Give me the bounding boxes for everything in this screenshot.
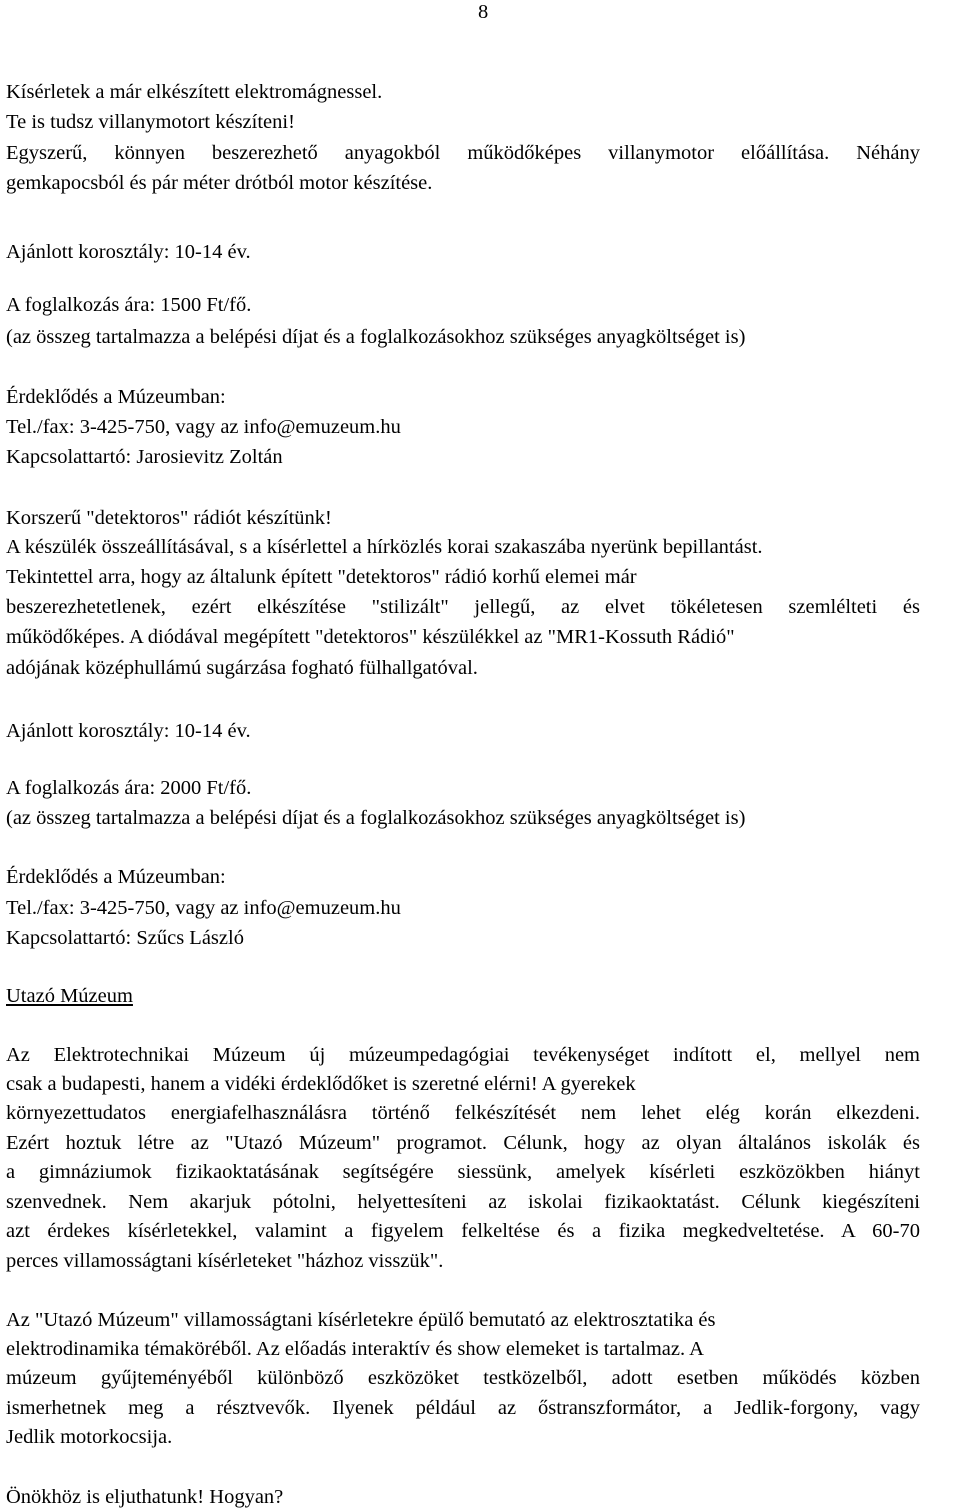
text-line: Érdeklődés a Múzeumban: bbox=[6, 386, 226, 408]
text-line: Kapcsolattartó: Jarosievitz Zoltán bbox=[6, 446, 283, 468]
text-line: A foglalkozás ára: 2000 Ft/fő. bbox=[6, 777, 252, 799]
text-line: Kapcsolattartó: Szűcs László bbox=[6, 927, 244, 949]
text-line: szenvednek. Nem akarjuk pótolni, helyettesíteni az iskolai fizikaoktatást. Célunk kiegészíteni bbox=[6, 1191, 920, 1213]
text-line: Tel./fax: 3-425-750, vagy az info@emuzeum.hu bbox=[6, 897, 401, 919]
text-line: Te is tudsz villanymotort készíteni! bbox=[6, 111, 295, 133]
page-number: 8 bbox=[478, 1, 489, 23]
text-line: Ajánlott korosztály: 10-14 év. bbox=[6, 720, 251, 742]
text-line: gemkapocsból és pár méter drótból motor készítése. bbox=[6, 172, 433, 194]
text-line: Tekintettel arra, hogy az általunk épített "detektoros" rádió korhű elemei már bbox=[6, 566, 637, 588]
text-line: (az összeg tartalmazza a belépési díjat és a foglalkozásokhoz szükséges anyagköltséget is) bbox=[6, 807, 746, 829]
text-line: Jedlik motorkocsija. bbox=[6, 1426, 173, 1448]
text-line: Kísérletek a már elkészített elektromágnessel. bbox=[6, 81, 383, 103]
text-line: múzeum gyűjteményéből különböző eszközöket testközelből, adott esetben működés közben bbox=[6, 1367, 920, 1389]
text-line: perces villamosságtani kísérleteket "házhoz visszük". bbox=[6, 1250, 444, 1272]
text-line: Ajánlott korosztály: 10-14 év. bbox=[6, 241, 251, 263]
text-line: a gimnáziumok fizikaoktatásának segítségére siessünk, amelyek kísérleti eszközökben hiányt bbox=[6, 1161, 920, 1183]
text-line: Érdeklődés a Múzeumban: bbox=[6, 866, 226, 888]
text-line: Korszerű "detektoros" rádiót készítünk! bbox=[6, 507, 332, 529]
text-line: környezettudatos energiafelhasználásra történő felkészítését nem lehet elég korán elkezdeni. bbox=[6, 1102, 920, 1124]
text-line: beszerezhetetlenek, ezért elkészítése "stilizált" jellegű, az elvet tökéletesen szemlélteti és bbox=[6, 596, 920, 618]
text-line: Ezért hoztuk létre az "Utazó Múzeum" programot. Célunk, hogy az olyan általános iskolák és bbox=[6, 1132, 920, 1154]
text-line: azt érdekes kísérletekkel, valamint a figyelem felkeltése és a fizika megkedveltetése. A 60-70 bbox=[6, 1220, 920, 1242]
text-line: Az "Utazó Múzeum" villamosságtani kísérletekre épülő bemutató az elektrosztatika és bbox=[6, 1309, 716, 1331]
text-line: Az Elektrotechnikai Múzeum új múzeumpedagógiai tevékenységet indított el, mellyel nem bbox=[6, 1044, 920, 1066]
text-line: Tel./fax: 3-425-750, vagy az info@emuzeum.hu bbox=[6, 416, 401, 438]
text-line: Önökhöz is eljuthatunk! Hogyan? bbox=[6, 1486, 284, 1508]
text-line: adójának középhullámú sugárzása fogható fülhallgatóval. bbox=[6, 657, 478, 679]
text-line: működőképes. A diódával megépített "detektoros" készülékkel az "MR1-Kossuth Rádió" bbox=[6, 626, 735, 648]
text-line: (az összeg tartalmazza a belépési díjat és a foglalkozásokhoz szükséges anyagköltséget is) bbox=[6, 326, 746, 348]
text-line: elektrodinamika témaköréből. Az előadás interaktív és show elemeket is tartalmaz. A bbox=[6, 1338, 704, 1360]
text-line: Egyszerű, könnyen beszerezhető anyagokból működőképes villanymotor előállítása. Néhány bbox=[6, 142, 920, 164]
text-line: A készülék összeállításával, s a kísérlettel a hírközlés korai szakaszába nyerünk bepillantást. bbox=[6, 536, 763, 558]
text-line: csak a budapesti, hanem a vidéki érdeklődőket is szeretné elérni! A gyerekek bbox=[6, 1073, 636, 1095]
text-line: ismerhetnek meg a résztvevők. Ilyenek például az őstranszformátor, a Jedlik-forgony, vagy bbox=[6, 1397, 920, 1419]
text-line: A foglalkozás ára: 1500 Ft/fő. bbox=[6, 294, 252, 316]
section-heading: Utazó Múzeum bbox=[6, 985, 133, 1007]
